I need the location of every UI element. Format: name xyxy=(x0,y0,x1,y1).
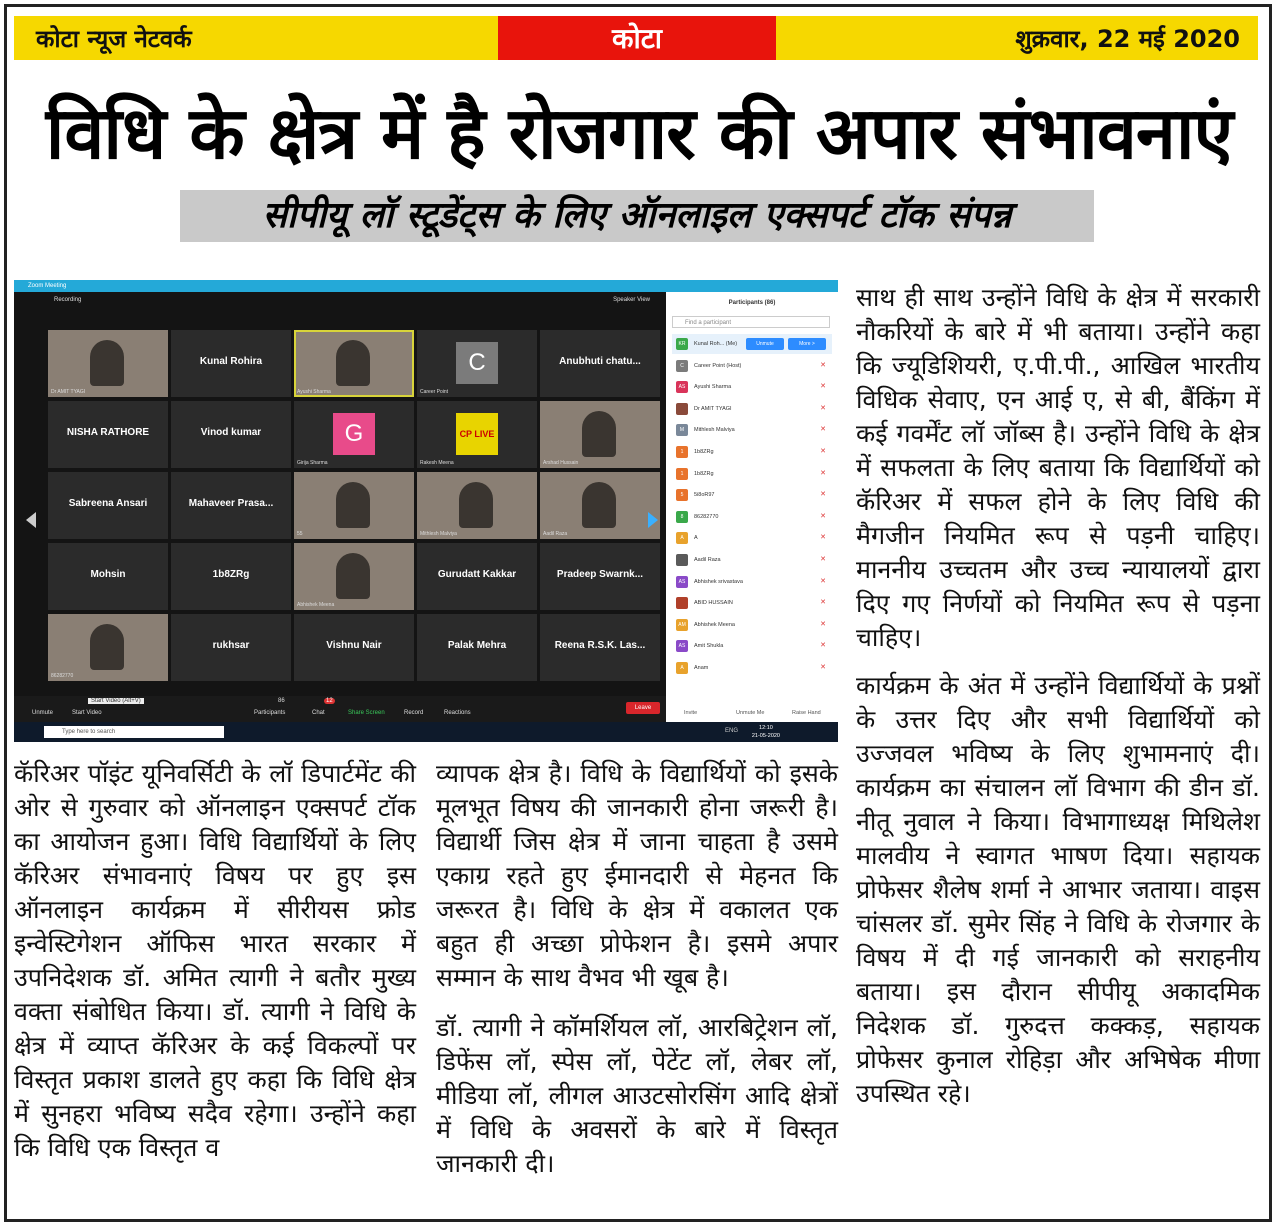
tile-avatar: G xyxy=(333,413,375,455)
tile-participant-name: Mohsin xyxy=(90,569,126,580)
muted-mic-icon: ✕ xyxy=(820,620,826,628)
video-tile[interactable] xyxy=(540,401,660,468)
participant-name: Dr AMIT TYAGI xyxy=(694,405,732,412)
video-tile[interactable] xyxy=(294,472,414,539)
city-label: कोटा xyxy=(498,16,776,60)
person-video-icon xyxy=(582,411,616,457)
participant-row[interactable] xyxy=(672,615,832,635)
participant-row[interactable] xyxy=(672,485,832,505)
participants-panel xyxy=(666,292,838,722)
cp-live-logo: CP LIVE xyxy=(456,413,498,455)
person-video-icon xyxy=(336,553,370,599)
participant-avatar: 8 xyxy=(676,511,688,523)
prev-page-icon[interactable] xyxy=(26,512,36,528)
video-tile[interactable] xyxy=(417,330,537,397)
tile-caption: Mithlesh Malviya xyxy=(420,531,457,537)
muted-mic-icon: ✕ xyxy=(820,599,826,607)
participant-name: Amit Shukla xyxy=(694,643,724,650)
tile-caption: Arshad Hussain xyxy=(543,460,579,466)
tile-participant-name: NISHA RATHORE xyxy=(66,427,150,438)
video-tile[interactable] xyxy=(171,401,291,468)
muted-mic-icon: ✕ xyxy=(820,361,826,369)
participant-row[interactable] xyxy=(672,507,832,527)
participant-name: Anam xyxy=(694,665,709,671)
participant-avatar: AM xyxy=(676,619,688,631)
participant-avatar: 1 xyxy=(676,468,688,480)
article-paragraph: व्यापक क्षेत्र है। विधि के विद्यार्थियों को इसके मूलभूत विषय की जानकारी होना जरूरी है। विद्यार्थी जिस क्षेत्र में जाना चाहता है उसमे एकाग्र रहते हुए ईमानदारी से मेहनत कि जरूरत है। विधि के क्षेत्र में वकालत एक बहुत ही अच्छा प्रोफेशन है। इसमे अपार सम्मान के साथ वैभव भी खूब है। xyxy=(436,759,838,992)
person-video-icon xyxy=(90,624,124,670)
video-tile[interactable] xyxy=(294,543,414,610)
video-tile[interactable] xyxy=(417,401,537,468)
tile-caption: Career Point xyxy=(420,389,449,395)
record-button[interactable]: Record xyxy=(404,710,424,716)
header-band xyxy=(14,16,1258,60)
tile-caption: Dr AMIT TYAGI xyxy=(51,389,86,395)
participant-row[interactable] xyxy=(672,464,832,484)
participant-row[interactable] xyxy=(672,420,832,440)
article-paragraph: साथ ही साथ उन्होंने विधि के क्षेत्र में सरकारी नौकरियों के बारे में भी बताया। उन्होंने कहा कि ज्यूडिशियरी, ए.पी.पी., आखिल भारतीय विधिक सेवाए, एन आई ए, से बी, बैंकिंग में कई गवर्मेंट लॉ जॉब्स है। उन्होंने विधि के क्षेत्र में सफलता के लिए बताया कि विद्यार्थियों को कॅरिअर में सफल होने के लिए विधि की मैगजीन नियमित रूप से पड़नी चाहिए। माननीय उच्चतम और उच्च न्यायालयों द्वारा दिए गए निर्णयों को नियमित रूप से पड़ना चाहिए। xyxy=(856,283,1260,652)
muted-mic-icon: ✕ xyxy=(820,664,826,671)
participant-row[interactable] xyxy=(672,550,832,570)
tile-caption: 55 xyxy=(297,531,303,537)
participant-avatar: KR xyxy=(676,338,688,350)
clock-date: 21-05-2020 xyxy=(751,733,780,739)
zoom-screenshot xyxy=(14,280,838,742)
speaker-view-button[interactable]: Speaker View xyxy=(613,297,650,303)
participant-name: Aadil Raza xyxy=(694,557,721,563)
muted-mic-icon: ✕ xyxy=(820,469,826,477)
article-column-1 xyxy=(14,757,416,1165)
article-column-3 xyxy=(856,281,1260,1111)
person-video-icon xyxy=(459,482,493,528)
video-tile[interactable] xyxy=(540,543,660,610)
issue-date: शुक्रवार, 22 मई 2020 xyxy=(1015,25,1240,53)
muted-mic-icon: ✕ xyxy=(820,512,826,520)
participant-avatar: AS xyxy=(676,576,688,588)
chat-button[interactable]: Chat xyxy=(312,710,325,716)
participant-name: Abhishek srivastava xyxy=(694,578,743,585)
participant-avatar: AS xyxy=(676,381,688,393)
participant-avatar: 1 xyxy=(676,446,688,458)
share-screen-button[interactable]: Share Screen xyxy=(348,710,385,716)
participant-name: 1b8ZRg xyxy=(694,470,714,477)
participant-avatar xyxy=(676,403,688,415)
person-video-icon xyxy=(582,482,616,528)
participants-title: Participants (86) xyxy=(728,300,776,306)
video-tile[interactable] xyxy=(171,614,291,681)
participant-row[interactable] xyxy=(672,528,832,548)
start-video-tooltip: Start Video (Alt+V) xyxy=(88,698,144,704)
participant-name: Ayushi Sharma xyxy=(694,384,732,391)
participant-row[interactable] xyxy=(672,572,832,592)
tile-participant-name: Sabreena Ansari xyxy=(68,498,148,509)
article-paragraph: कॅरिअर पॉइंट यूनिवर्सिटी के लॉ डिपार्टमेंट की ओर से गुरुवार को ऑनलाइन एक्सपर्ट टॉक का आयोजन हुआ। विधि विद्यार्थियों के लिए कॅरिअर संभावनाएं विषय पर हुए इस ऑनलाइन कार्यक्रम में सीरीयस फ्रोड इन्वेस्टिगेशन ऑफिस भारत सरकार में उपनिदेशक डॉ. अमित त्यागी ने बतौर मुख्य वक्ता संबोधित किया। डॉ. त्यागी ने विधि के क्षेत्र में व्याप्त कॅरिअर के कई विकल्पों पर विस्तृत प्रकाश डालते हुए कहा कि विधि क्षेत्र में सुनहरा भविष्य सदैव रहेगा। उन्होंने कहा कि विधि एक विस्तृत व xyxy=(14,759,416,1162)
tile-participant-name: Reena R.S.K. Las... xyxy=(554,640,646,651)
participant-row[interactable] xyxy=(672,399,832,419)
chat-badge: 12 xyxy=(326,698,333,704)
participant-avatar: A xyxy=(676,662,688,674)
participant-avatar: C xyxy=(676,360,688,372)
meeting-toolbar xyxy=(14,696,666,722)
video-tile[interactable] xyxy=(171,543,291,610)
windows-taskbar xyxy=(14,722,838,742)
video-tile[interactable] xyxy=(540,472,660,539)
participant-row[interactable] xyxy=(672,442,832,462)
next-page-icon[interactable] xyxy=(648,512,658,528)
tile-participant-name: Pradeep Swarnk... xyxy=(556,569,644,580)
participant-avatar: M xyxy=(676,424,688,436)
participant-avatar: A xyxy=(676,532,688,544)
participant-name: ABID HUSSAIN xyxy=(694,600,733,607)
participant-name: 86282770 xyxy=(694,513,719,520)
video-tile[interactable] xyxy=(540,614,660,681)
video-tile[interactable] xyxy=(417,472,537,539)
clock-time: 12:10 xyxy=(759,725,773,731)
participant-name: 5i8oR97 xyxy=(694,492,715,499)
participant-row[interactable] xyxy=(672,636,832,656)
participant-name: A xyxy=(694,535,698,542)
language-indicator: ENG xyxy=(724,728,738,734)
subheadline: सीपीयू लॉ स्टूडेंट्स के लिए ऑनलाइल एक्सपर्ट टॉक संपन्न xyxy=(180,190,1094,242)
video-tile[interactable] xyxy=(48,614,168,681)
participants-button[interactable]: Participants xyxy=(254,710,286,716)
tile-participant-name: Kunal Rohira xyxy=(199,356,263,367)
muted-mic-icon: ✕ xyxy=(820,383,826,391)
video-gallery xyxy=(14,292,666,696)
panel-more-button[interactable]: More > xyxy=(788,338,826,350)
video-tile[interactable] xyxy=(48,472,168,539)
taskbar-search-input[interactable]: Type here to search xyxy=(44,726,224,738)
tile-participant-name: Palak Mehra xyxy=(447,640,507,651)
participant-avatar xyxy=(676,554,688,566)
muted-mic-icon: ✕ xyxy=(820,426,826,434)
video-tile[interactable] xyxy=(48,330,168,397)
participants-count: 86 xyxy=(278,698,285,704)
article-paragraph: कार्यक्रम के अंत में उन्होंने विद्यार्थियों के प्रश्नों के उत्तर दिए और सभी विद्यार्थियों को उज्जवल भविष्य के लिए शुभामनाएं दी। कार्यक्रम का संचालन लॉ विभाग की डीन डॉ. नीतू नुवाल ने किया। विभागाध्यक्ष मिथिलेश मालवीय ने स्वागत भाषण दिया। सहायक प्रोफेसर शैलेष शर्मा ने आभार जताया। वाइस चांसलर डॉ. सुमेर सिंह ने विधि के रोजगार के विषय में दी गई जानकारी को सराहनीय बताया। इस दौरान सीपीयू अकादमिक निदेशक डॉ. गुरुदत्त कक्कड़, सहायक प्रोफेसर कुनाल रोहिड़ा और अभिषेक मीणा उपस्थित रहे। xyxy=(856,671,1260,1108)
reactions-button[interactable]: Reactions xyxy=(444,710,471,716)
participants-footer xyxy=(666,708,838,722)
person-video-icon xyxy=(336,482,370,528)
video-tile[interactable] xyxy=(48,401,168,468)
start-video-button[interactable]: Start Video xyxy=(72,710,102,716)
participant-name: 1b8ZRg xyxy=(694,449,714,455)
participant-name: Abhishek Meena xyxy=(694,621,735,628)
muted-mic-icon: ✕ xyxy=(820,556,826,563)
video-tile[interactable] xyxy=(294,401,414,468)
muted-mic-icon: ✕ xyxy=(820,404,826,412)
participant-row[interactable] xyxy=(672,377,832,397)
muted-mic-icon: ✕ xyxy=(820,448,826,455)
tile-participant-name: Gurudatt Kakkar xyxy=(437,569,517,580)
panel-unmute-button[interactable]: Unmute xyxy=(746,338,784,350)
participant-row[interactable] xyxy=(672,334,832,354)
video-tile[interactable] xyxy=(417,543,537,610)
participant-avatar: AS xyxy=(676,640,688,652)
participant-avatar xyxy=(676,597,688,609)
muted-mic-icon: ✕ xyxy=(820,577,826,585)
article-column-2 xyxy=(436,757,838,1181)
video-tile[interactable] xyxy=(48,543,168,610)
tile-caption: Rakesh Meena xyxy=(420,460,454,466)
unmute-me-button[interactable]: Unmute Me xyxy=(736,710,765,716)
headline: विधि के क्षेत्र में है रोजगार की अपार संभावनाएं xyxy=(45,91,1233,175)
video-tile[interactable] xyxy=(294,614,414,681)
participant-row[interactable] xyxy=(672,658,832,678)
tile-caption: Ayushi Sharma xyxy=(297,389,331,395)
article-paragraph: डॉ. त्यागी ने कॉमर्शियल लॉ, आरबिट्रेशन लॉ, डिफेंस लॉ, स्पेस लॉ, पेटेंट लॉ, लेबर लॉ, मीडिया लॉ, लीगल आउटसोरसिंग आदि क्षेत्रों में विधि के अवसरों के बारे में विस्तृत जानकारी दी। xyxy=(436,1013,838,1178)
tile-participant-name: rukhsar xyxy=(212,640,250,651)
tile-caption: 86282770 xyxy=(51,673,74,679)
participant-name: Mithlesh Malviya xyxy=(694,427,735,434)
tile-participant-name: Vinod kumar xyxy=(200,427,262,438)
video-tile[interactable] xyxy=(294,330,414,397)
invite-button[interactable]: Invite xyxy=(684,710,698,716)
video-topbar xyxy=(14,292,666,310)
taskbar-clock xyxy=(752,724,780,740)
person-video-icon xyxy=(336,340,370,386)
tile-participant-name: Anubhuti chatu... xyxy=(559,356,641,367)
tile-avatar: C xyxy=(456,342,498,384)
muted-mic-icon: ✕ xyxy=(820,491,826,499)
participant-search-input[interactable]: Find a participant xyxy=(672,316,830,328)
leave-button[interactable]: Leave xyxy=(626,702,660,714)
tile-caption: Aadil Raza xyxy=(543,531,568,537)
muted-mic-icon: ✕ xyxy=(820,534,826,542)
tile-caption: Girija Sharma xyxy=(297,460,328,466)
video-tile[interactable] xyxy=(171,330,291,397)
video-tile[interactable] xyxy=(417,614,537,681)
participant-row[interactable] xyxy=(672,593,832,613)
tile-participant-name: Mahaveer Prasa... xyxy=(188,498,274,509)
window-titlebar: Zoom Meeting xyxy=(14,280,838,292)
participant-name: Career Point (Host) xyxy=(694,362,742,369)
tile-participant-name: 1b8ZRg xyxy=(212,569,250,580)
network-name: कोटा न्यूज नेटवर्क xyxy=(36,25,192,53)
unmute-button[interactable]: Unmute xyxy=(32,710,54,716)
muted-mic-icon: ✕ xyxy=(820,642,826,650)
participant-avatar: 5 xyxy=(676,489,688,501)
recording-indicator: Recording xyxy=(54,297,82,303)
video-tile[interactable] xyxy=(540,330,660,397)
tile-caption: Abhishek Meena xyxy=(297,602,335,608)
person-video-icon xyxy=(90,340,124,386)
participant-name: Kunal Roh... (Me) xyxy=(694,341,738,347)
participant-row[interactable] xyxy=(672,356,832,376)
raise-hand-button[interactable]: Raise Hand xyxy=(792,710,821,716)
video-tile[interactable] xyxy=(171,472,291,539)
tile-participant-name: Vishnu Nair xyxy=(326,640,382,651)
